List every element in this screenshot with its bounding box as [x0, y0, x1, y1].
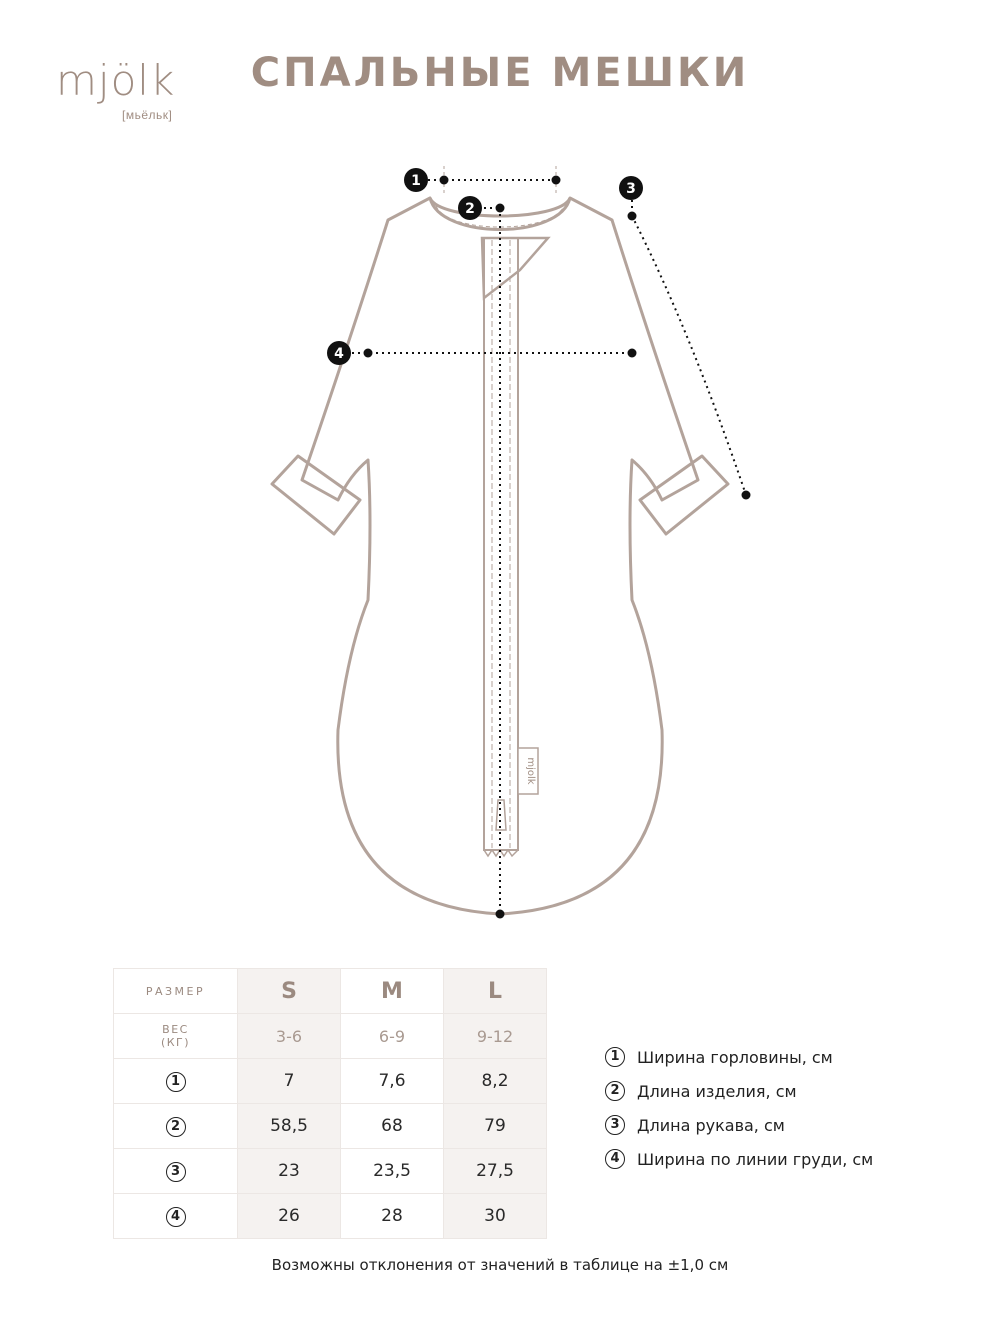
row-number-cell — [114, 1194, 238, 1239]
legend-item — [605, 1074, 873, 1108]
table-cell: 7 — [238, 1059, 341, 1104]
legend-2-text: Длина изделия, см — [637, 1081, 797, 1101]
marker-1-text: 1 — [411, 173, 421, 189]
marker-2-text: 2 — [465, 201, 475, 217]
table-cell: 23,5 — [341, 1149, 444, 1194]
logo-wordmark: mjölk — [56, 56, 176, 105]
neck-width-end — [552, 176, 561, 185]
weight-label: ВЕС (КГ) — [114, 1014, 238, 1059]
size-m: M — [341, 969, 444, 1014]
table-weight-row — [114, 1014, 547, 1059]
row-1-marker-icon: 1 — [166, 1072, 186, 1092]
table-row — [114, 1104, 547, 1149]
logo-subtitle: [мьёльк] — [122, 108, 173, 122]
row-4-marker-icon: 4 — [166, 1207, 186, 1227]
legend-1-text: Ширина горловины, см — [637, 1047, 833, 1067]
table-row — [114, 1059, 547, 1104]
table-cell: 68 — [341, 1104, 444, 1149]
table-cell: 8,2 — [444, 1059, 547, 1104]
deviation-note: Возможны отклонения от значений в таблице на ±1,0 см — [271, 1256, 729, 1274]
table-cell: 79 — [444, 1104, 547, 1149]
size-table — [113, 968, 547, 1239]
sleeve-length-end — [742, 491, 751, 500]
row-3-marker-icon: 3 — [166, 1162, 186, 1182]
length-start — [496, 204, 505, 213]
table-row — [114, 1194, 547, 1239]
chest-width-start — [364, 349, 373, 358]
row-number-cell — [114, 1059, 238, 1104]
marker-3-text: 3 — [626, 181, 636, 197]
left-cuff — [272, 456, 360, 534]
table-cell: 23 — [238, 1149, 341, 1194]
size-s: S — [238, 969, 341, 1014]
table-header-row — [114, 969, 547, 1014]
legend-item — [605, 1040, 873, 1074]
legend-item — [605, 1142, 873, 1176]
row-number-cell — [114, 1149, 238, 1194]
row-2-marker-icon: 2 — [166, 1117, 186, 1137]
weight-s: 3-6 — [238, 1014, 341, 1059]
table-cell: 7,6 — [341, 1059, 444, 1104]
weight-l: 9-12 — [444, 1014, 547, 1059]
table-cell: 58,5 — [238, 1104, 341, 1149]
collar-band — [430, 198, 570, 230]
marker-4-text: 4 — [334, 346, 344, 362]
measurement-legend — [605, 1040, 873, 1176]
right-cuff — [640, 456, 728, 534]
table-row — [114, 1149, 547, 1194]
table-cell: 28 — [341, 1194, 444, 1239]
table-cell: 27,5 — [444, 1149, 547, 1194]
chest-width-end — [628, 349, 637, 358]
legend-1-marker-icon: 1 — [605, 1047, 625, 1067]
weight-m: 6-9 — [341, 1014, 444, 1059]
legend-4-text: Ширина по линии груди, см — [637, 1149, 874, 1169]
length-end — [496, 910, 505, 919]
legend-item — [605, 1108, 873, 1142]
legend-2-marker-icon: 2 — [605, 1081, 625, 1101]
neck-width-start — [440, 176, 449, 185]
size-header-label: РАЗМЕР — [114, 969, 238, 1014]
label-tag-text: mjolk — [525, 757, 536, 785]
row-number-cell — [114, 1104, 238, 1149]
table-cell: 26 — [238, 1194, 341, 1239]
table-cell: 30 — [444, 1194, 547, 1239]
sleeve-length-start — [628, 212, 637, 221]
page-title: СПАЛЬНЫЕ МЕШКИ — [250, 50, 750, 96]
legend-4-marker-icon: 4 — [605, 1149, 625, 1169]
size-l: L — [444, 969, 547, 1014]
legend-3-text: Длина рукава, см — [637, 1115, 785, 1135]
legend-3-marker-icon: 3 — [605, 1115, 625, 1135]
